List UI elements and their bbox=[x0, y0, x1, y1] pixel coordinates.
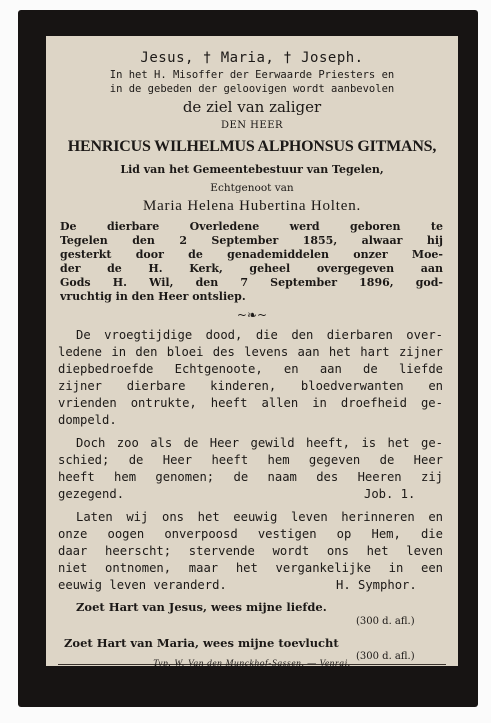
text-line: De vroegtijdige dood, die den dierbaren over- bbox=[76, 328, 443, 342]
text-line: Doch zoo als de Heer gewild heeft, is het ge- bbox=[76, 436, 443, 450]
bio-line: vruchtig in den Heer ontsliep. bbox=[60, 290, 246, 303]
scripture-reference: Job. 1. bbox=[364, 487, 416, 501]
bio-line: Tegelen den 2 September 1855, alwaar hij bbox=[60, 234, 443, 247]
prayer-sacred-heart-jesus: Zoet Hart van Jesus, wees mijne liefde. bbox=[76, 600, 327, 614]
saint-reference: H. Symphor. bbox=[336, 578, 417, 592]
text-line: zijner dierbare kinderen, bloedverwanten en bbox=[58, 379, 443, 393]
text-line: daar heerscht; stervende wordt ons het leven bbox=[58, 544, 443, 558]
deceased-name: HENRICUS WILHELMUS ALPHONSUS GITMANS, bbox=[67, 138, 437, 155]
spouse-label: Echtgenoot van bbox=[210, 182, 294, 194]
ornament-divider: ~❧~ bbox=[236, 308, 268, 322]
text-line: niet ontnomen, maar het vergankelijke in een bbox=[58, 561, 443, 575]
text-line: diepbedroefde Echtgenoote, en aan de liefde bbox=[58, 362, 443, 376]
bio-line: gesterkt door de genademiddelen onzer Moe- bbox=[60, 248, 443, 261]
text-line: eeuwig leven veranderd. bbox=[58, 578, 227, 592]
prayer-sacred-heart-maria: Zoet Hart van Maria, wees mijne toevlucht bbox=[64, 636, 339, 650]
title-line: DEN HEER bbox=[220, 120, 284, 131]
spouse-name: Maria Helena Hubertina Holten. bbox=[142, 198, 362, 214]
text-line: onze oogen onverpoosd vestigen op Hem, die bbox=[58, 527, 443, 541]
bio-line: Gods H. Wil, den 7 September 1896, god- bbox=[60, 276, 443, 289]
mourning-card bbox=[46, 36, 458, 666]
text-line: Laten wij ons het eeuwig leven herinneren en bbox=[76, 510, 443, 524]
bio-line: der de H. Kerk, geheel overgegeven aan bbox=[60, 262, 443, 275]
indulgence-note-1: (300 d. afl.) bbox=[356, 616, 415, 627]
intro-line-2: in de gebeden der geloovigen wordt aanbevolen bbox=[109, 83, 395, 95]
text-line: schied; de Heer heeft hem gegeven de Heer bbox=[58, 453, 443, 467]
text-line: ledene in den bloei des levens aan het hart zijner bbox=[58, 345, 443, 359]
text-line: gezegend. bbox=[58, 487, 125, 501]
invocation-line: Jesus, † Maria, † Joseph. bbox=[140, 50, 364, 66]
intro-line-1: In het H. Misoffer der Eerwaarde Priesters en bbox=[109, 69, 395, 81]
indulgence-note-2: (300 d. afl.) bbox=[356, 651, 415, 662]
text-line: heeft hem genomen; de naam des Heeren zij bbox=[58, 470, 443, 484]
bio-line: De dierbare Overledene werd geboren te bbox=[60, 220, 443, 233]
soul-line: de ziel van zaliger bbox=[182, 98, 322, 116]
mourning-card-border bbox=[18, 10, 478, 707]
printer-imprint: Typ. W. Van den Munckhof-Sassen, — Venrai. bbox=[153, 659, 351, 669]
position-line: Lid van het Gemeentebestuur van Tegelen, bbox=[120, 163, 384, 176]
text-line: vrienden ontrukte, heeft allen in droefheid ge- bbox=[58, 396, 443, 410]
text-line: dompeld. bbox=[58, 413, 117, 427]
